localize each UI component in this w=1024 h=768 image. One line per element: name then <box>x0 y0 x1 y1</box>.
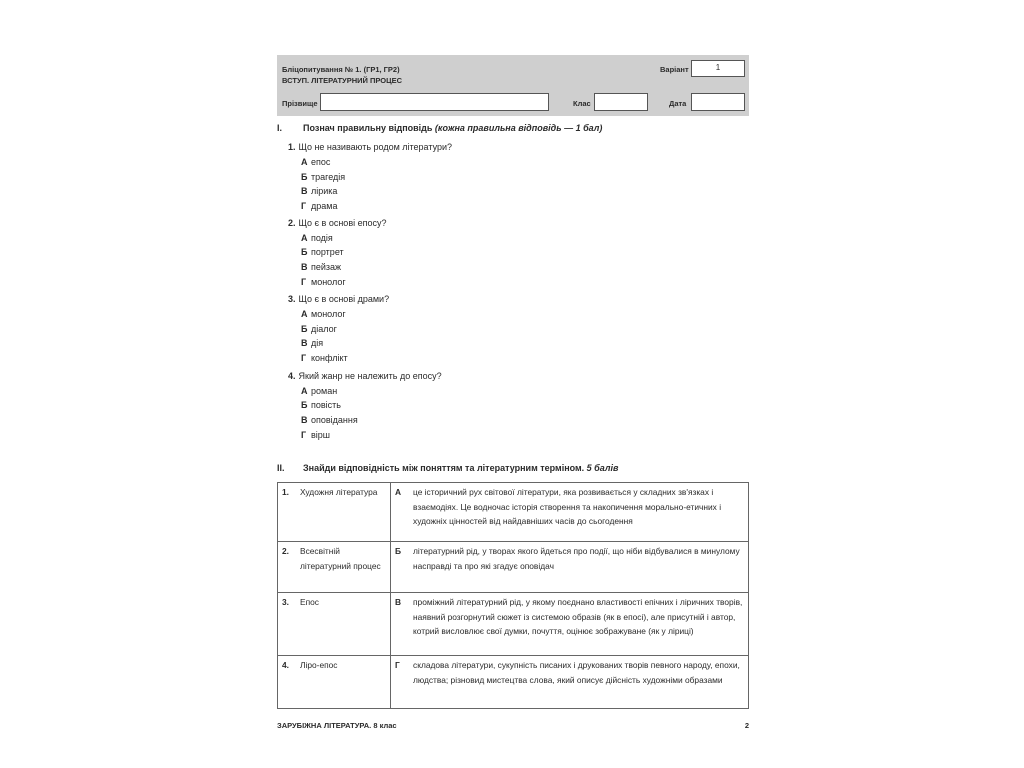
question-2-option-b[interactable]: Б портрет <box>301 247 344 257</box>
row-definition: літературний рід, у творах якого йдеться про події, що ніби відбувалися в минулому насправді та про які згадує оповідач <box>409 542 749 593</box>
section-2-title <box>277 463 618 473</box>
question-4: 4. Який жанр не належить до епосу? <box>288 371 442 381</box>
row-number: 3. <box>278 593 297 656</box>
section-2-points: 5 балів <box>586 463 619 473</box>
row-number: 2. <box>278 542 297 593</box>
worksheet-header <box>277 55 749 116</box>
section-1-number: I. <box>277 123 283 133</box>
section-2-heading: Знайди відповідність між поняттям та літературним терміном. <box>303 463 587 473</box>
row-term: Епос <box>296 593 391 656</box>
class-field[interactable] <box>594 93 648 111</box>
surname-label: Прізвище <box>282 99 318 108</box>
row-term: Ліро-епос <box>296 656 391 709</box>
table-row <box>278 483 749 542</box>
question-3-option-d[interactable]: Г конфлікт <box>301 353 348 363</box>
row-letter: В <box>391 593 410 656</box>
row-definition: проміжний літературний рід, у якому поєднано властивості епічних і ліричних творів, наявний розгорнутий сюжет із системою образів (як в епосі), але присутній і автор, котрий висловлює свої думки, почуття, оцінює зображуване (як у ліриці) <box>409 593 749 656</box>
variant-field[interactable]: 1 <box>691 60 745 77</box>
question-4-option-d[interactable]: Г вірш <box>301 430 331 440</box>
question-1: 1. Що не називають родом літератури? <box>288 142 453 152</box>
row-letter: Г <box>391 656 410 709</box>
question-3-option-b[interactable]: Б діалог <box>301 324 337 334</box>
question-3-option-a[interactable]: А монолог <box>301 309 346 319</box>
page-number: 2 <box>744 721 749 730</box>
table-row <box>278 656 749 709</box>
question-1-option-b[interactable]: Б трагедія <box>301 172 346 182</box>
question-2-option-a[interactable]: А подія <box>301 233 333 243</box>
row-term: Всесвітній літературний процес <box>296 542 391 593</box>
question-1-option-c[interactable]: В лірика <box>301 186 338 196</box>
question-3-option-c[interactable]: В дія <box>301 338 324 348</box>
question-2-option-c[interactable]: В пейзаж <box>301 262 342 272</box>
matching-table <box>277 482 749 709</box>
question-1-option-a[interactable]: А епос <box>301 157 331 167</box>
question-4-option-b[interactable]: Б повість <box>301 400 341 410</box>
date-field[interactable] <box>691 93 745 111</box>
question-3: 3. Що є в основі драми? <box>288 294 390 304</box>
row-number: 4. <box>278 656 297 709</box>
row-letter: Б <box>391 542 410 593</box>
variant-label: Варіант <box>660 65 689 74</box>
question-4-option-a[interactable]: А роман <box>301 386 338 396</box>
row-definition: це історичний рух світової літератури, яка розвивається у складних зв'язках і взаємодіях. Це водночас історія створення та накопичення морально-етичних і художніх цінностей від найдавніших часів до сьогодення <box>409 483 749 542</box>
row-letter: А <box>391 483 410 542</box>
test-subtitle: ВСТУП. ЛІТЕРАТУРНИЙ ПРОЦЕС <box>282 76 403 85</box>
row-number: 1. <box>278 483 297 542</box>
section-2-number: II. <box>277 463 285 473</box>
question-2-option-d[interactable]: Г монолог <box>301 277 346 287</box>
question-1-option-d[interactable]: Г драма <box>301 201 338 211</box>
test-title: Бліцопитування № 1. (ГР1, ГР2) <box>282 65 400 74</box>
row-term: Художня література <box>296 483 391 542</box>
section-1-title <box>277 123 602 133</box>
class-label: Клас <box>573 99 591 108</box>
section-1-note: (кожна правильна відповідь — 1 бал) <box>434 123 603 133</box>
row-definition: складова літератури, сукупність писаних і друкованих творів певного народу, епохи, людства; різновид мистецтва слова, який описує дійсність художніми образами <box>409 656 749 709</box>
question-2: 2. Що є в основі епосу? <box>288 218 387 228</box>
surname-field[interactable] <box>320 93 549 111</box>
section-1-heading: Познач правильну відповідь <box>303 123 435 133</box>
table-row <box>278 542 749 593</box>
question-4-option-c[interactable]: В оповідання <box>301 415 358 425</box>
footer-book-title: ЗАРУБІЖНА ЛІТЕРАТУРА. 8 клас <box>277 721 397 730</box>
table-row <box>278 593 749 656</box>
date-label: Дата <box>669 99 687 108</box>
